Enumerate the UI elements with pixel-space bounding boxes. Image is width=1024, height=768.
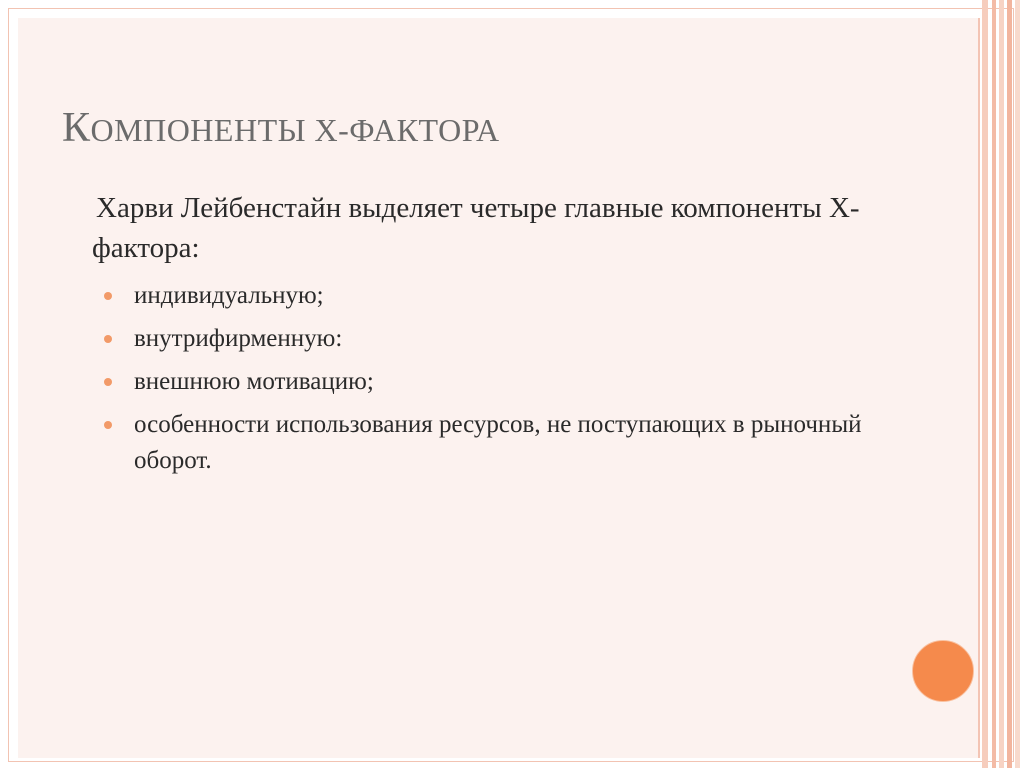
list-item-text: внешнюю мотивацию; <box>134 368 374 395</box>
bullet-list <box>100 278 880 486</box>
title-rest: ОМПОНЕНТЫ X-ФАКТОРА <box>90 112 500 148</box>
decorative-stripes <box>980 0 1024 768</box>
bullet-icon <box>104 421 112 429</box>
title-initial: К <box>62 105 91 151</box>
bullet-icon <box>104 292 112 300</box>
bullet-icon <box>104 378 112 386</box>
list-item <box>100 364 880 400</box>
stripe <box>1007 0 1012 768</box>
stripe <box>1015 0 1020 768</box>
list-item-text: индивидуальную; <box>134 282 324 309</box>
stripe <box>992 0 996 768</box>
decorative-circle-icon <box>912 640 974 702</box>
list-item <box>100 407 880 479</box>
intro-paragraph: Харви Лейбенстайн выделяет четыре главные компоненты X-фактора: <box>92 192 860 264</box>
list-item <box>100 278 880 314</box>
bullet-icon <box>104 335 112 343</box>
list-item <box>100 321 880 357</box>
list-item-text: внутрифирменную: <box>134 325 343 352</box>
stripe <box>982 0 988 768</box>
slide-title <box>62 104 500 152</box>
stripe <box>999 0 1004 768</box>
list-item-text: особенности использования ресурсов, не поступающих в рыночный оборот. <box>134 411 862 474</box>
